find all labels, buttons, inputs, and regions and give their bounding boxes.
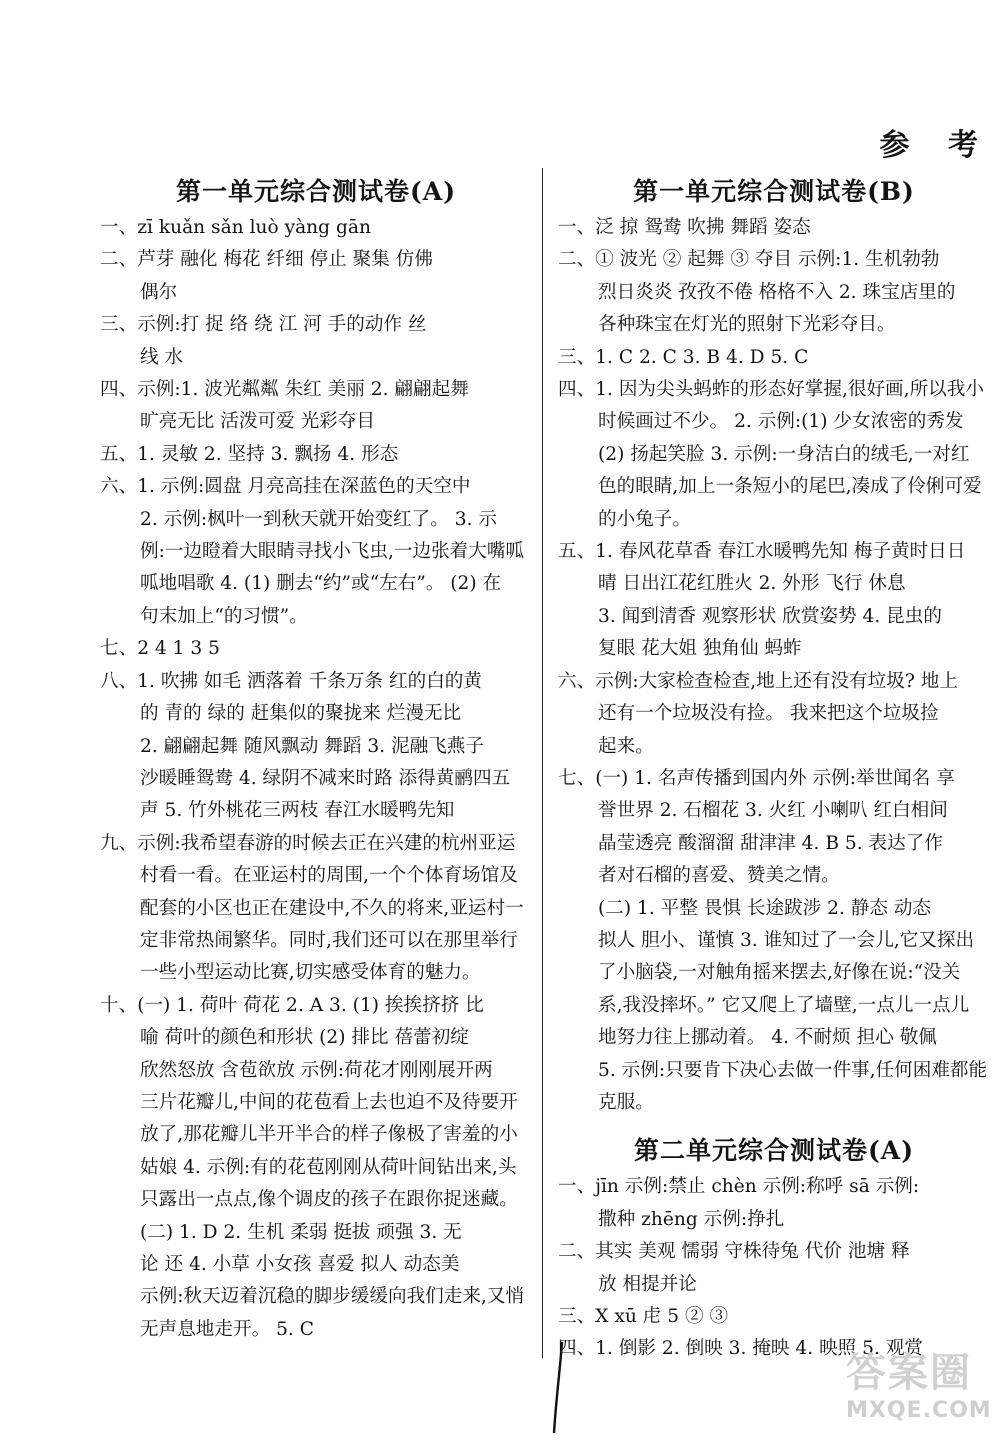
answer-line: 七、2 4 1 3 5 (100, 638, 220, 660)
answer-line: 三、X xū 虍 5 ② ③ (558, 1306, 729, 1327)
answer-line: 示例:秋天迈着沉稳的脚步缓缓向我们走来,又悄 (140, 1286, 525, 1308)
left-column (100, 160, 532, 1346)
answer-line: 声 5. 竹外桃花三两枝 春江水暖鸭先知 (140, 800, 455, 822)
answer-line: 定非常热闹繁华。同时,我们还可以在那里举行 (140, 929, 518, 951)
answer-line: 晴 日出江花红胜火 2. 外形 飞行 休息 (598, 573, 906, 595)
answer-line: 克服。 (598, 1091, 654, 1113)
answer-line: 例:一边瞪着大眼睛寻找小飞虫,一边张着大嘴呱 (140, 541, 525, 563)
answer-line: 喻 荷叶的颜色和形状 (2) 排比 蓓蕾初绽 (140, 1027, 469, 1049)
answer-line: 5. 示例:只要肯下决心去做一件事,任何困难都能 (598, 1059, 988, 1081)
answer-line: 八、1. 吹拂 如毛 洒落着 千条万条 红的白的黄 (100, 670, 482, 692)
answer-line: 晶莹透亮 酸溜溜 甜津津 4. B 5. 表达了作 (598, 832, 943, 854)
right-column (558, 160, 990, 1366)
section-title: 第一单元综合测试卷(A) (175, 177, 457, 206)
answer-line: (二) 1. 平整 畏惧 长途跋涉 2. 静态 动态 (598, 897, 932, 919)
answer-line: (二) 1. D 2. 生机 柔弱 挺拔 顽强 3. 无 (140, 1221, 462, 1243)
answer-line: 三、1. C 2. C 3. B 4. D 5. C (558, 346, 809, 368)
answer-line: 拟人 胆小、谨慎 3. 谁知过了一会儿,它又探出 (598, 929, 975, 951)
answer-line: 二、① 波光 ② 起舞 ③ 夺目 示例:1. 生机勃勃 (558, 249, 940, 271)
answer-line: 3. 闻到清香 观察形状 欣赏姿势 4. 昆虫的 (598, 605, 942, 627)
corner-title: 参 考 (879, 128, 992, 163)
answer-line: 一、zī kuǎn sǎn luò yàng gān (100, 217, 371, 238)
column-divider (542, 168, 543, 1358)
answer-line: 村看一看。在亚运村的周围,一个个体育场馆及 (140, 865, 518, 887)
answer-line: 者对石榴的喜爱、赞美之情。 (598, 865, 840, 887)
answer-line: 四、示例:1. 波光粼粼 朱红 美丽 2. 翩翩起舞 (100, 379, 469, 401)
answer-line: 了小脑袋,一对触角摇来摆去,好像在说:“没关 (598, 962, 961, 984)
watermark-logo: 答案圈 (846, 1350, 972, 1396)
answer-line: 四、1. 倒影 2. 倒映 3. 掩映 4. 映照 5. 观赏 (558, 1338, 924, 1360)
answer-line: 二、其实 美观 懦弱 守株待兔 代价 池塘 释 (558, 1241, 910, 1263)
answer-line: 无声息地走开。 5. C (140, 1318, 314, 1340)
answer-line: 起来。 (598, 735, 654, 757)
answer-line: 七、(一) 1. 名声传播到国内外 示例:举世闻名 享 (558, 767, 955, 789)
answer-line: 2. 示例:枫叶一到秋天就开始变红了。 3. 示 (140, 508, 497, 530)
answer-line: 二、芦芽 融化 梅花 纤细 停止 聚集 仿佛 (100, 249, 433, 271)
answer-line: 欣然怒放 含苞欲放 示例:荷花才刚刚展开两 (140, 1059, 493, 1081)
watermark (846, 1348, 992, 1432)
answer-line: 地努力往上挪动着。 4. 不耐烦 担心 敬佩 (598, 1027, 937, 1049)
answer-line: 沙暖睡鸳鸯 4. 绿阴不减来时路 添得黄鹂四五 (140, 767, 511, 789)
answer-line: (2) 扬起笑脸 3. 示例:一身洁白的绒毛,一对红 (598, 443, 970, 465)
answer-line: 偶尔 (140, 281, 178, 303)
answer-line: 九、示例:我希望春游的时候去正在兴建的杭州亚运 (100, 832, 516, 854)
answer-line: 色的眼睛,加上一条短小的尾巴,凑成了伶俐可爱 (598, 476, 982, 498)
answer-line: 五、1. 灵敏 2. 坚持 3. 飘扬 4. 形态 (100, 443, 399, 465)
answer-line: 各种珠宝在灯光的照射下光彩夺目。 (598, 314, 896, 336)
answer-line: 配套的小区也正在建设中,不久的将来,亚运村一 (140, 897, 524, 919)
section-title: 第一单元综合测试卷(B) (633, 177, 915, 206)
answer-line: 的小兔子。 (598, 508, 691, 530)
answer-line: 六、示例:大家检查检查,地上还有没有垃圾? 地上 (558, 670, 958, 692)
answer-line: 四、1. 因为尖头蚂蚱的形态好掌握,很好画,所以我小 (558, 379, 984, 401)
answer-line: 一些小型运动比赛,切实感受体育的魅力。 (140, 962, 481, 984)
answer-line: 姑娘 4. 示例:有的花苞刚刚从荷叶间钻出来,头 (140, 1156, 517, 1178)
watermark-url: MXQE.COM (846, 1398, 992, 1423)
answer-line: 时候画过不少。 2. 示例:(1) 少女浓密的秀发 (598, 411, 964, 433)
page-mark (550, 1340, 566, 1435)
answer-line: 只露出一点点,像个调皮的孩子在跟你捉迷藏。 (140, 1189, 518, 1211)
answer-line: 句末加上“的习惯”。 (140, 605, 308, 627)
answer-line: 一、jīn 示例:禁止 chèn 示例:称呼 sā 示例: (558, 1176, 920, 1198)
answer-line: 的 青的 绿的 赶集似的聚拢来 烂漫无比 (140, 703, 462, 725)
answer-line: 烈日炎炎 孜孜不倦 格格不入 2. 珠宝店里的 (598, 281, 956, 303)
answer-line: 五、1. 春风花草香 春江水暖鸭先知 梅子黄时日日 (558, 541, 966, 563)
answer-line: 呱地唱歌 4. (1) 删去“约”或“左右”。 (2) 在 (140, 573, 502, 595)
answer-line: 论 还 4. 小草 小女孩 喜爱 拟人 动态美 (140, 1254, 460, 1275)
answer-line: 还有一个垃圾没有捡。 我来把这个垃圾捡 (598, 703, 939, 725)
answer-line: 三、示例:打 捉 络 绕 江 河 手的动作 丝 (100, 314, 427, 336)
answer-line: 十、(一) 1. 荷叶 荷花 2. A 3. (1) 挨挨挤挤 比 (100, 994, 484, 1016)
answer-line: 旷亮无比 活泼可爱 光彩夺目 (140, 411, 375, 433)
answer-line: 撒种 zhēng 示例:挣扎 (598, 1208, 785, 1230)
answer-line: 六、1. 示例:圆盘 月亮高挂在深蓝色的天空中 (100, 476, 471, 498)
answer-line: 三片花瓣儿,中间的花苞看上去也迫不及待要开 (140, 1091, 518, 1113)
section-title: 第二单元综合测试卷(A) (633, 1136, 915, 1166)
answer-line: 放 相提并论 (598, 1273, 697, 1295)
answer-line: 2. 翩翩起舞 随风飘动 舞蹈 3. 泥融飞燕子 (140, 735, 484, 757)
answer-line: 誉世界 2. 石榴花 3. 火红 小喇叭 红白相间 (598, 800, 948, 822)
answer-line: 复眼 花大姐 独角仙 蚂蚱 (598, 638, 802, 660)
answer-line: 系,我没摔坏。” 它又爬上了墙壁,一点儿一点儿 (598, 994, 970, 1016)
answer-line: 一、泛 掠 鸳鸯 吹拂 舞蹈 姿态 (558, 217, 811, 238)
answer-line: 线 水 (140, 346, 184, 368)
answer-line: 放了,那花瓣儿半开半合的样子像极了害羞的小 (140, 1124, 518, 1146)
